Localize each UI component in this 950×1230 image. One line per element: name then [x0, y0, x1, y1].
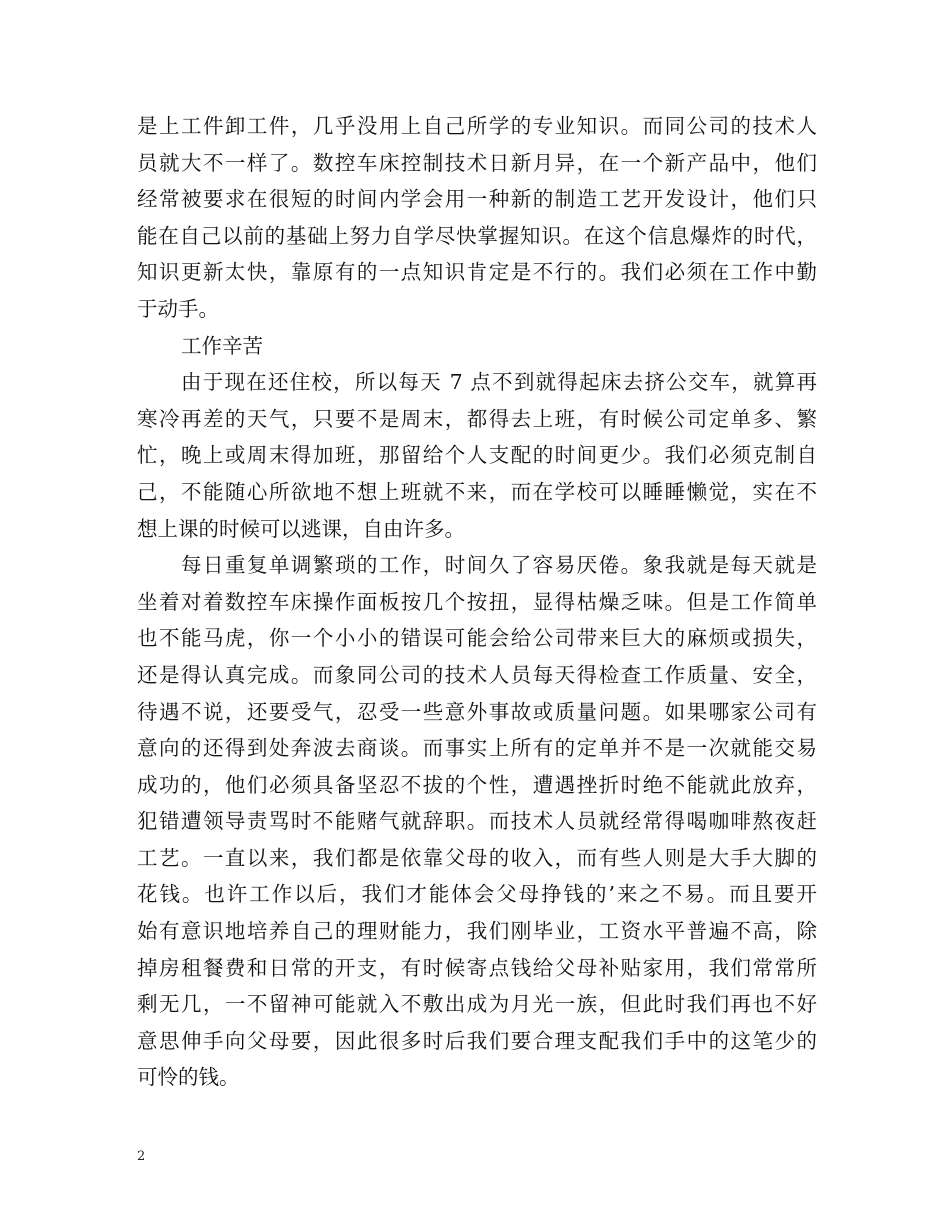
text-line: 知识更新太快，靠原有的一点知识肯定是不行的。我们必须在工作中勤: [137, 260, 817, 285]
text-line: 意向的还得到处奔波去商谈。而事实上所有的定单并不是一次就能交易: [137, 736, 817, 761]
text-line: 想上课的时候可以逃课，自由许多。: [137, 516, 465, 541]
section-heading: 工作辛苦: [181, 333, 263, 358]
text-line: 己，不能随心所欲地不想上班就不来，而在学校可以睡睡懒觉，实在不: [137, 479, 817, 504]
text-line: 可怜的钱。: [137, 1065, 240, 1090]
text-line: 寒冷再差的天气，只要不是周末，都得去上班，有时候公司定单多、繁: [137, 406, 817, 431]
text-line: 忙，晚上或周末得加班，那留给个人支配的时间更少。我们必须克制自: [137, 443, 817, 468]
text-line: 成功的，他们必须具备坚忍不拔的个性，遭遇挫折时绝不能就此放弃，: [137, 772, 817, 797]
text-line: 花钱。也许工作以后，我们才能体会父母挣钱的’来之不易。而且要开: [137, 882, 817, 907]
text-line: 能在自己以前的基础上努力自学尽快掌握知识。在这个信息爆炸的时代，: [137, 223, 817, 248]
text-line: 犯错遭领导责骂时不能赌气就辞职。而技术人员就经常得喝咖啡熬夜赶: [137, 809, 817, 834]
page-number: 2: [137, 1149, 146, 1164]
text-line: 经常被要求在很短的时间内学会用一种新的制造工艺开发设计，他们只: [137, 187, 817, 212]
text-line: 剩无几，一不留神可能就入不敷出成为月光一族，但此时我们再也不好: [137, 992, 817, 1017]
text-line: 由于现在还住校，所以每天 7 点不到就得起床去挤公交车，就算再: [181, 370, 817, 395]
text-line: 意思伸手向父母要，因此很多时后我们要合理支配我们手中的这笔少的: [137, 1028, 817, 1053]
text-line: 每日重复单调繁琐的工作，时间久了容易厌倦。象我就是每天就是: [181, 553, 817, 578]
text-line: 是上工件卸工件，几乎没用上自己所学的专业知识。而同公司的技术人: [137, 114, 817, 138]
body-text: [137, 108, 817, 1096]
text-line: 于动手。: [137, 296, 219, 321]
text-line: 坐着对着数控车床操作面板按几个按扭，显得枯燥乏味。但是工作简单: [137, 589, 817, 614]
text-line: 待遇不说，还要受气，忍受一些意外事故或质量问题。如果哪家公司有: [137, 699, 817, 724]
text-line: 还是得认真完成。而象同公司的技术人员每天得检查工作质量、安全，: [137, 662, 817, 687]
text-line: 工艺。一直以来，我们都是依靠父母的收入，而有些人则是大手大脚的: [137, 845, 817, 870]
text-line: 始有意识地培养自己的理财能力，我们刚毕业，工资水平普遍不高，除: [137, 919, 817, 944]
text-line: 员就大不一样了。数控车床控制技术日新月异，在一个新产品中，他们: [137, 150, 817, 175]
text-line: 掉房租餐费和日常的开支，有时候寄点钱给父母补贴家用，我们常常所: [137, 955, 817, 980]
text-line: 也不能马虎，你一个小小的错误可能会给公司带来巨大的麻烦或损失，: [137, 626, 817, 651]
